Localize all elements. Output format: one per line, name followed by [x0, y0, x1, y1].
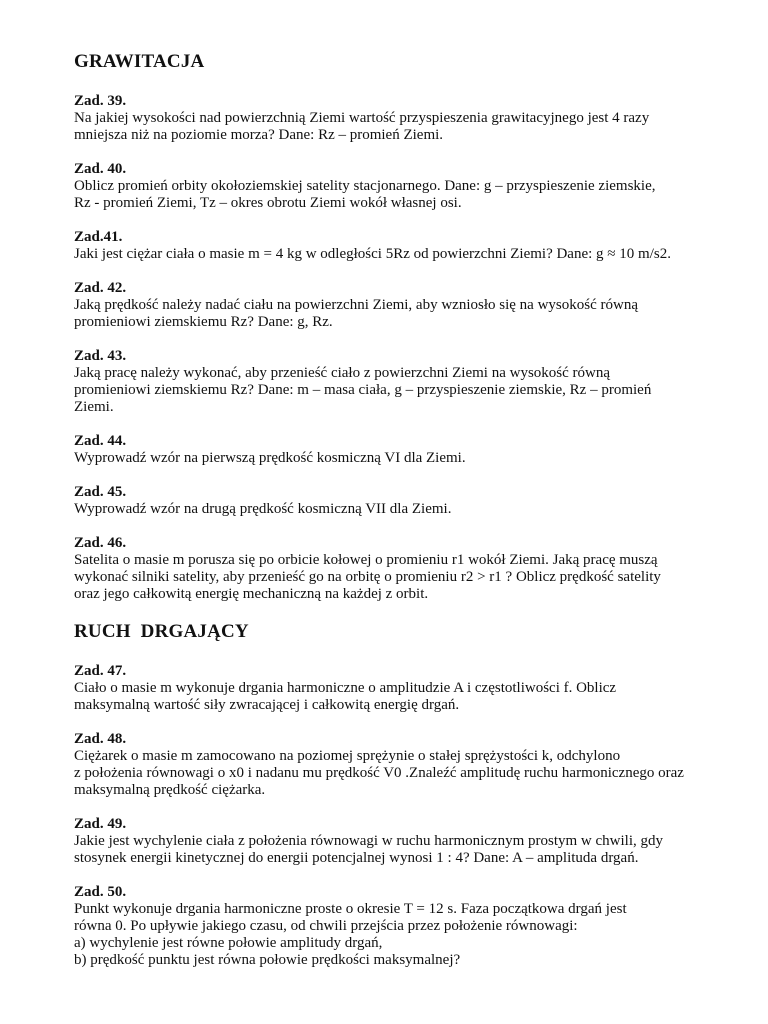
- task-text-line: maksymalną prędkość ciężarka.: [74, 782, 266, 798]
- task-number: Zad. 48.: [74, 731, 127, 747]
- task-number: Zad. 43.: [74, 348, 127, 364]
- task-text-line: Jaką prędkość należy nadać ciału na powierzchni Ziemi, aby wzniosło się na wysokość równą: [74, 297, 638, 313]
- task-44: [74, 433, 704, 467]
- task-text-line: Rz - promień Ziemi, Tz – okres obrotu Ziemi wokół własnej osi.: [74, 195, 462, 211]
- task-39: [74, 93, 704, 144]
- task-text-line: Jaki jest ciężar ciała o masie m = 4 kg w odległości 5Rz od powierzchni Ziemi? Dane: g ≈ 10 m/s2.: [74, 246, 671, 262]
- task-text-line: Satelita o masie m porusza się po orbicie kołowej o promieniu r1 wokół Ziemi. Jaką pracę muszą: [74, 552, 658, 568]
- task-46: [74, 535, 704, 603]
- task-number: Zad. 44.: [74, 433, 127, 449]
- task-number: Zad. 49.: [74, 816, 127, 832]
- task-number: Zad. 42.: [74, 280, 127, 296]
- task-number: Zad. 47.: [74, 663, 127, 679]
- task-text-line: mniejsza niż na poziomie morza? Dane: Rz – promień Ziemi.: [74, 127, 444, 143]
- task-47: [74, 663, 704, 714]
- task-text-line: Ciało o masie m wykonuje drgania harmoniczne o amplitudzie A i częstotliwości f. Oblicz: [74, 680, 617, 696]
- section-title-oscillation: RUCH DRGAJĄCY: [74, 621, 249, 642]
- task-45: [74, 484, 704, 518]
- task-text-line: promieniowi ziemskiemu Rz? Dane: g, Rz.: [74, 314, 333, 330]
- task-number: Zad. 50.: [74, 884, 127, 900]
- task-text-line: promieniowi ziemskiemu Rz? Dane: m – masa ciała, g – przyspieszenie ziemskie, Rz – promień: [74, 382, 652, 398]
- task-40: [74, 161, 704, 212]
- task-text-line: Ciężarek o masie m zamocowano na poziomej sprężynie o stałej sprężystości k, odchylono: [74, 748, 621, 764]
- task-number: Zad. 39.: [74, 93, 127, 109]
- task-42: [74, 280, 704, 331]
- task-text-line: wykonać silniki satelity, aby przenieść go na orbitę o promieniu r2 > r1 ? Oblicz prędkość satelity: [74, 569, 661, 585]
- task-number: Zad. 45.: [74, 484, 127, 500]
- section-title-gravitation: GRAWITACJA: [74, 51, 205, 72]
- task-number: Zad.41.: [74, 229, 123, 245]
- task-text-line: b) prędkość punktu jest równa połowie prędkości maksymalnej?: [74, 952, 461, 968]
- task-text-line: maksymalną wartość siły zwracającej i całkowitą energię drgań.: [74, 697, 460, 713]
- task-number: Zad. 46.: [74, 535, 127, 551]
- task-49: [74, 816, 704, 867]
- task-text-line: Jakie jest wychylenie ciała z położenia równowagi w ruchu harmonicznym prostym w chwili, gdy: [74, 833, 663, 849]
- task-text-line: Na jakiej wysokości nad powierzchnią Ziemi wartość przyspieszenia grawitacyjnego jest 4 razy: [74, 110, 650, 126]
- task-41: [74, 229, 704, 263]
- task-text-line: Jaką pracę należy wykonać, aby przenieść ciało z powierzchni Ziemi na wysokość równą: [74, 365, 611, 381]
- document-page: [74, 50, 704, 986]
- task-text-line: a) wychylenie jest równe połowie amplitudy drgań,: [74, 935, 383, 951]
- task-48: [74, 731, 704, 799]
- task-text-line: Wyprowadź wzór na pierwszą prędkość kosmiczną VI dla Ziemi.: [74, 450, 466, 466]
- task-number: Zad. 40.: [74, 161, 127, 177]
- task-text-line: równa 0. Po upływie jakiego czasu, od chwili przejścia przez położenie równowagi:: [74, 918, 578, 934]
- task-43: [74, 348, 704, 416]
- task-text-line: stosynek energii kinetycznej do energii potencjalnej wynosi 1 : 4? Dane: A – amplituda drgań.: [74, 850, 639, 866]
- task-50: [74, 884, 704, 969]
- task-text-line: Punkt wykonuje drgania harmoniczne proste o okresie T = 12 s. Faza początkowa drgań jest: [74, 901, 627, 917]
- task-text-line: z położenia równowagi o x0 i nadanu mu prędkość V0 .Znaleźć amplitudę ruchu harmonicznego oraz: [74, 765, 684, 781]
- task-text-line: oraz jego całkowitą energię mechaniczną na każdej z orbit.: [74, 586, 429, 602]
- task-text-line: Wyprowadź wzór na drugą prędkość kosmiczną VII dla Ziemi.: [74, 501, 452, 517]
- task-text-line: Ziemi.: [74, 399, 114, 415]
- task-text-line: Oblicz promień orbity okołoziemskiej satelity stacjonarnego. Dane: g – przyspieszenie ziemskie,: [74, 178, 656, 194]
